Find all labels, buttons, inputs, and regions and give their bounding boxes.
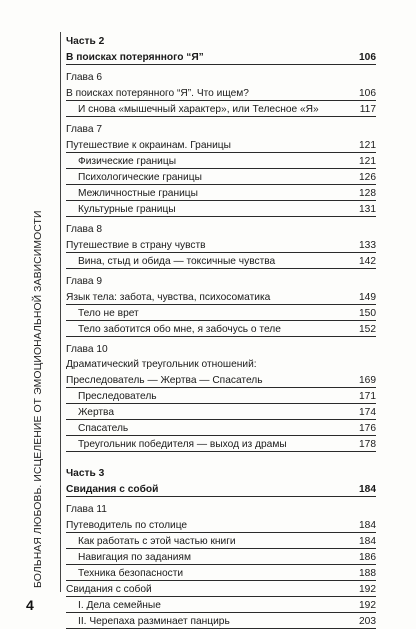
spine-running-head xyxy=(22,0,48,628)
spine-title: БОЛЬНАЯ ЛЮБОВЬ. ИСЦЕЛЕНИЕ ОТ ЭМОЦИОНАЛЬНОЙ ЗАВИСИМОСТИ xyxy=(33,210,44,588)
toc-entry-title: Свидания с собой xyxy=(66,584,152,595)
toc-entry-page: 184 xyxy=(359,536,376,547)
toc-entry-page: 203 xyxy=(359,616,376,627)
toc-entry-page: 184 xyxy=(359,484,376,495)
toc-entry xyxy=(66,436,376,452)
chapter-heading: Глава 7 xyxy=(66,124,103,135)
toc-entry-page: 184 xyxy=(359,520,376,531)
toc-entry-page: 178 xyxy=(359,439,376,450)
toc-entry-title: II. Черепаха разминает панцирь xyxy=(78,616,230,627)
toc-entry xyxy=(66,169,376,185)
toc-entry-page: 142 xyxy=(359,256,376,267)
toc-entry xyxy=(66,481,376,497)
toc-entry-title: I. Дела семейные xyxy=(78,600,161,611)
toc-entry xyxy=(66,613,376,629)
toc-entry xyxy=(66,372,376,388)
toc-entry-title: Навигация по заданиям xyxy=(78,552,191,563)
toc-entry-title: Культурные границы xyxy=(78,204,176,215)
toc-entry-title: Физические границы xyxy=(78,156,177,167)
section-spacer xyxy=(66,452,376,467)
toc-entry-title: Тело заботится обо мне, я забочусь о теле xyxy=(78,324,281,335)
toc-entry xyxy=(66,289,376,305)
toc-entry-page: 133 xyxy=(359,240,376,251)
toc-entry-title: Жертва xyxy=(78,407,115,418)
toc-entry-page: 106 xyxy=(359,88,376,99)
part-heading: Часть 2 xyxy=(66,36,105,47)
toc-entry xyxy=(66,533,376,549)
chapter-heading: Глава 8 xyxy=(66,224,103,235)
toc-entry-page: 106 xyxy=(359,52,376,63)
spine-divider xyxy=(60,32,61,592)
toc-entry xyxy=(66,201,376,217)
toc-entry-page: 121 xyxy=(359,140,376,151)
table-of-contents xyxy=(66,35,376,629)
toc-entry-page: 186 xyxy=(359,552,376,563)
chapter-heading: Глава 11 xyxy=(66,504,107,515)
toc-entry-title: Преследователь — Жертва — Спасатель xyxy=(66,375,263,386)
toc-entry-title: Путешествие в страну чувств xyxy=(66,240,206,251)
toc-entry xyxy=(66,185,376,201)
toc-entry-page: 171 xyxy=(359,391,376,402)
toc-entry-title: Межличностные границы xyxy=(78,188,198,199)
chapter-heading: Глава 9 xyxy=(66,276,103,287)
toc-entry-title: Преследователь xyxy=(78,391,157,402)
toc-entry-title: Путеводитель по столице xyxy=(66,520,188,531)
toc-entry-title: Вина, стыд и обида — токсичные чувства xyxy=(78,256,276,267)
toc-entry-line: Драматический треугольник отношений: xyxy=(66,359,257,370)
toc-entry xyxy=(66,321,376,337)
toc-entry-page: 131 xyxy=(359,204,376,215)
toc-entry-page: 188 xyxy=(359,568,376,579)
toc-entry-page: 192 xyxy=(359,600,376,611)
toc-entry-page: 152 xyxy=(359,324,376,335)
toc-entry-page: 149 xyxy=(359,292,376,303)
toc-entry xyxy=(66,517,376,533)
toc-entry-page: 176 xyxy=(359,423,376,434)
toc-entry xyxy=(66,581,376,597)
toc-entry-title: Треугольник победителя — выход из драмы xyxy=(78,439,287,450)
toc-entry-title: Тело не врет xyxy=(78,308,139,319)
toc-entry xyxy=(66,305,376,321)
toc-entry xyxy=(66,153,376,169)
toc-entry-title: Путешествие к окраинам. Границы xyxy=(66,140,231,151)
part-heading: Часть 3 xyxy=(66,468,105,479)
toc-entry xyxy=(66,253,376,269)
toc-entry-page: 117 xyxy=(359,104,376,115)
page-number: 4 xyxy=(26,597,34,613)
toc-entry xyxy=(66,565,376,581)
toc-entry xyxy=(66,137,376,153)
toc-entry-page: 174 xyxy=(359,407,376,418)
toc-entry-page: 169 xyxy=(359,375,376,386)
toc-entry-page: 121 xyxy=(359,156,376,167)
chapter-heading: Глава 6 xyxy=(66,72,103,83)
toc-entry-page: 126 xyxy=(359,172,376,183)
toc-entry-page: 150 xyxy=(359,308,376,319)
toc-entry xyxy=(66,597,376,613)
toc-entry-page: 192 xyxy=(359,584,376,595)
toc-entry-title: Свидания с собой xyxy=(66,484,159,495)
toc-entry-title: Язык тела: забота, чувства, психосоматика xyxy=(66,292,271,303)
toc-entry-page: 128 xyxy=(359,188,376,199)
toc-entry xyxy=(66,49,376,65)
toc-entry-title: Спасатель xyxy=(78,423,129,434)
toc-entry xyxy=(66,549,376,565)
toc-entry xyxy=(66,237,376,253)
toc-entry-title: В поисках потерянного “Я” xyxy=(66,52,204,63)
toc-entry xyxy=(66,85,376,101)
toc-entry-title: В поисках потерянного “Я”. Что ищем? xyxy=(66,88,249,99)
toc-entry xyxy=(66,404,376,420)
chapter-heading: Глава 10 xyxy=(66,344,108,355)
toc-entry xyxy=(66,420,376,436)
toc-entry xyxy=(66,101,376,117)
toc-entry-title: И снова «мышечный характер», или Телесное «Я» xyxy=(78,104,319,115)
toc-entry-title: Психологические границы xyxy=(78,172,202,183)
toc-entry-title: Техника безопасности xyxy=(78,568,184,579)
toc-entry xyxy=(66,388,376,404)
toc-entry-title: Как работать с этой частью книги xyxy=(78,536,236,547)
